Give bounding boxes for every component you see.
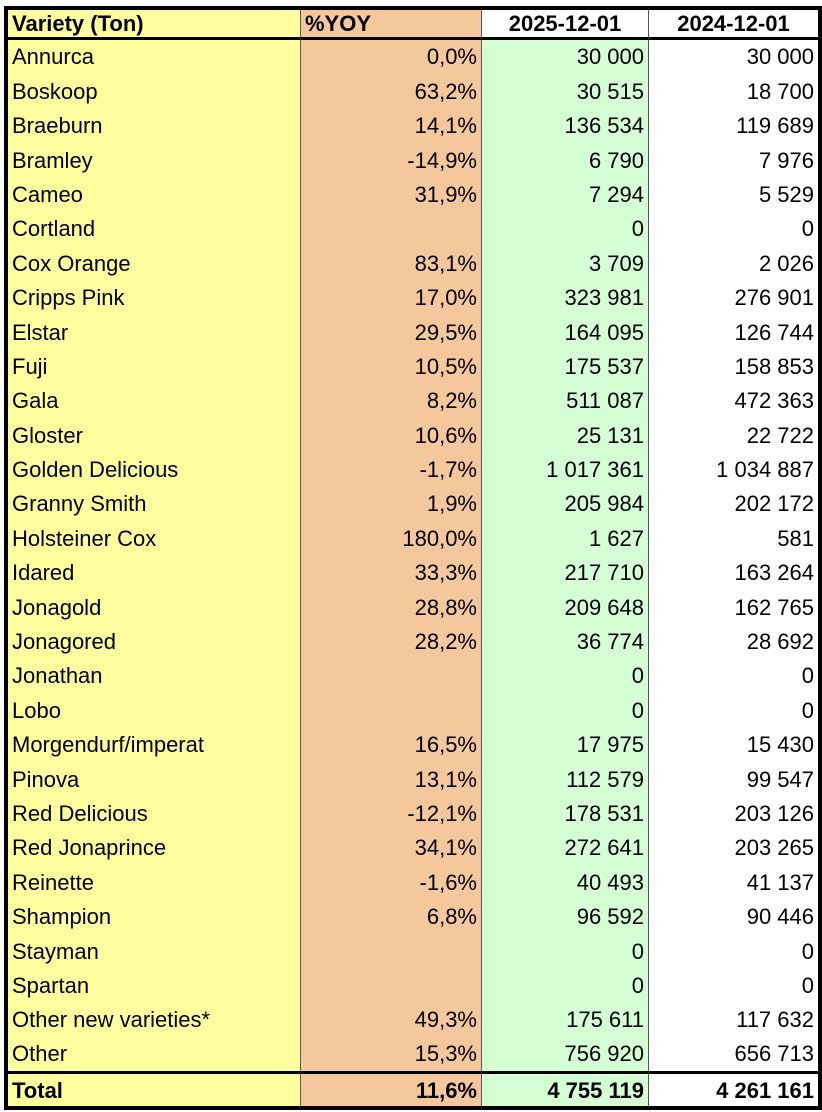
header-variety: Variety (Ton) [8,10,301,40]
yoy-cell: 15,3% [301,1037,482,1071]
value-2025-cell: 178 531 [482,797,649,831]
value-2025-cell: 7 294 [482,178,649,212]
variety-cell: Cortland [8,212,301,246]
yoy-cell: 13,1% [301,762,482,796]
value-2025-cell: 112 579 [482,762,649,796]
yoy-cell: 28,2% [301,625,482,659]
total-yoy: 11,6% [301,1071,482,1106]
yoy-cell: 0,0% [301,40,482,74]
variety-cell: Other [8,1037,301,1071]
table-grid [8,10,818,1106]
yoy-cell [301,693,482,727]
variety-cell: Spartan [8,969,301,1003]
value-2025-cell: 272 641 [482,831,649,865]
value-2024-cell: 30 000 [746,44,814,70]
variety-cell: Holsteiner Cox [8,521,301,555]
value-2025-cell: 209 648 [482,590,649,624]
variety-cell: Bramley [8,143,301,177]
yoy-cell: 17,0% [301,281,482,315]
variety-cell: Shampion [8,900,301,934]
value-2024-cell: 18 700 [746,78,814,104]
value-2024-cell: 126 744 [734,319,814,345]
value-2025-cell: 0 [482,212,649,246]
value-2024-cell: 0 [801,938,814,964]
variety-cell: Stayman [8,934,301,968]
value-2024-cell: 162 765 [734,594,814,620]
yoy-cell: -1,7% [301,453,482,487]
value-2024-cell: 581 [777,525,814,551]
variety-cell: Gala [8,384,301,418]
value-2024-cell: 1 034 887 [716,457,814,483]
yoy-cell: 8,2% [301,384,482,418]
variety-cell: Annurca [8,40,301,74]
value-2025-cell: 6 790 [482,143,649,177]
value-2025-cell: 175 537 [482,350,649,384]
variety-cell: Jonagored [8,625,301,659]
value-2025-cell: 0 [482,659,649,693]
variety-cell: Cameo [8,178,301,212]
value-2025-cell: 0 [482,693,649,727]
value-2024-cell: 15 430 [746,732,814,758]
variety-cell: Elstar [8,315,301,349]
yoy-cell: 6,8% [301,900,482,934]
yoy-cell: 63,2% [301,74,482,108]
value-2025-cell: 136 534 [482,109,649,143]
variety-cell: Cox Orange [8,246,301,280]
yoy-cell [301,212,482,246]
value-2024-cell: 472 363 [734,388,814,414]
value-2024-cell: 5 529 [758,181,814,207]
yoy-cell: -12,1% [301,797,482,831]
value-2025-cell: 17 975 [482,728,649,762]
variety-cell: Jonagold [8,590,301,624]
yoy-cell [301,969,482,1003]
yoy-cell: 28,8% [301,590,482,624]
yoy-cell: 33,3% [301,556,482,590]
yoy-cell: 29,5% [301,315,482,349]
variety-cell: Idared [8,556,301,590]
yoy-cell [301,659,482,693]
value-2024-cell: 22 722 [746,422,814,448]
apple-stock-table [4,6,822,1110]
variety-cell: Jonathan [8,659,301,693]
variety-cell: Cripps Pink [8,281,301,315]
value-2024-cell: 119 689 [736,113,814,139]
value-2024-cell: 203 265 [734,835,814,861]
yoy-cell: 10,5% [301,350,482,384]
value-2025-cell: 323 981 [482,281,649,315]
variety-cell: Lobo [8,693,301,727]
variety-cell: Braeburn [8,109,301,143]
header-yoy: %YOY [301,10,482,40]
value-2024-cell: 0 [801,697,814,723]
variety-cell: Boskoop [8,74,301,108]
value-2024-cell: 158 853 [734,353,814,379]
total-2024: 4 261 161 [649,1071,818,1106]
yoy-cell: -14,9% [301,143,482,177]
value-2025-cell: 164 095 [482,315,649,349]
variety-cell: Pinova [8,762,301,796]
yoy-cell: 1,9% [301,487,482,521]
yoy-cell: 180,0% [301,521,482,555]
value-2024-cell: 41 137 [746,869,814,895]
value-2025-cell: 175 611 [482,1003,649,1037]
value-2024-cell: 202 172 [734,491,814,517]
variety-cell: Red Jonaprince [8,831,301,865]
value-2024-cell: 117 632 [736,1007,814,1033]
value-2025-cell: 30 000 [482,40,649,74]
value-2024-cell: 0 [801,972,814,998]
value-2024-cell: 656 713 [734,1041,814,1067]
value-2025-cell: 756 920 [482,1037,649,1071]
value-2025-cell: 40 493 [482,865,649,899]
variety-cell: Gloster [8,418,301,452]
variety-cell: Red Delicious [8,797,301,831]
yoy-cell: 49,3% [301,1003,482,1037]
value-2025-cell: 0 [482,969,649,1003]
yoy-cell: 31,9% [301,178,482,212]
value-2025-cell: 205 984 [482,487,649,521]
yoy-cell: 34,1% [301,831,482,865]
value-2024-cell: 276 901 [734,285,814,311]
value-2024-cell: 0 [801,216,814,242]
value-2025-cell: 511 087 [482,384,649,418]
total-label: Total [8,1071,301,1106]
yoy-cell: -1,6% [301,865,482,899]
value-2025-cell: 30 515 [482,74,649,108]
header-2025: 2025-12-01 [482,10,649,40]
variety-cell: Other new varieties* [8,1003,301,1037]
value-2024-cell: 99 547 [746,766,814,792]
value-2024-cell: 90 446 [746,904,814,930]
value-2025-cell: 1 017 361 [482,453,649,487]
value-2024-cell: 28 692 [746,629,814,655]
value-2025-cell: 0 [482,934,649,968]
value-2025-cell: 96 592 [482,900,649,934]
value-2025-cell: 25 131 [482,418,649,452]
yoy-cell: 16,5% [301,728,482,762]
value-2025-cell: 36 774 [482,625,649,659]
header-2024: 2024-12-01 [649,10,818,40]
total-2025: 4 755 119 [482,1071,649,1106]
yoy-cell: 14,1% [301,109,482,143]
yoy-cell [301,934,482,968]
variety-cell: Granny Smith [8,487,301,521]
variety-cell: Golden Delicious [8,453,301,487]
variety-cell: Morgendurf/imperat [8,728,301,762]
variety-cell: Fuji [8,350,301,384]
yoy-cell: 10,6% [301,418,482,452]
yoy-cell: 83,1% [301,246,482,280]
value-2024-cell: 0 [801,663,814,689]
value-2025-cell: 217 710 [482,556,649,590]
value-2024-cell: 7 976 [758,147,814,173]
value-2024-cell: 2 026 [758,250,814,276]
value-2025-cell: 3 709 [482,246,649,280]
variety-cell: Reinette [8,865,301,899]
value-2025-cell: 1 627 [482,521,649,555]
value-2024-cell: 203 126 [734,800,814,826]
value-2024-cell: 163 264 [734,560,814,586]
